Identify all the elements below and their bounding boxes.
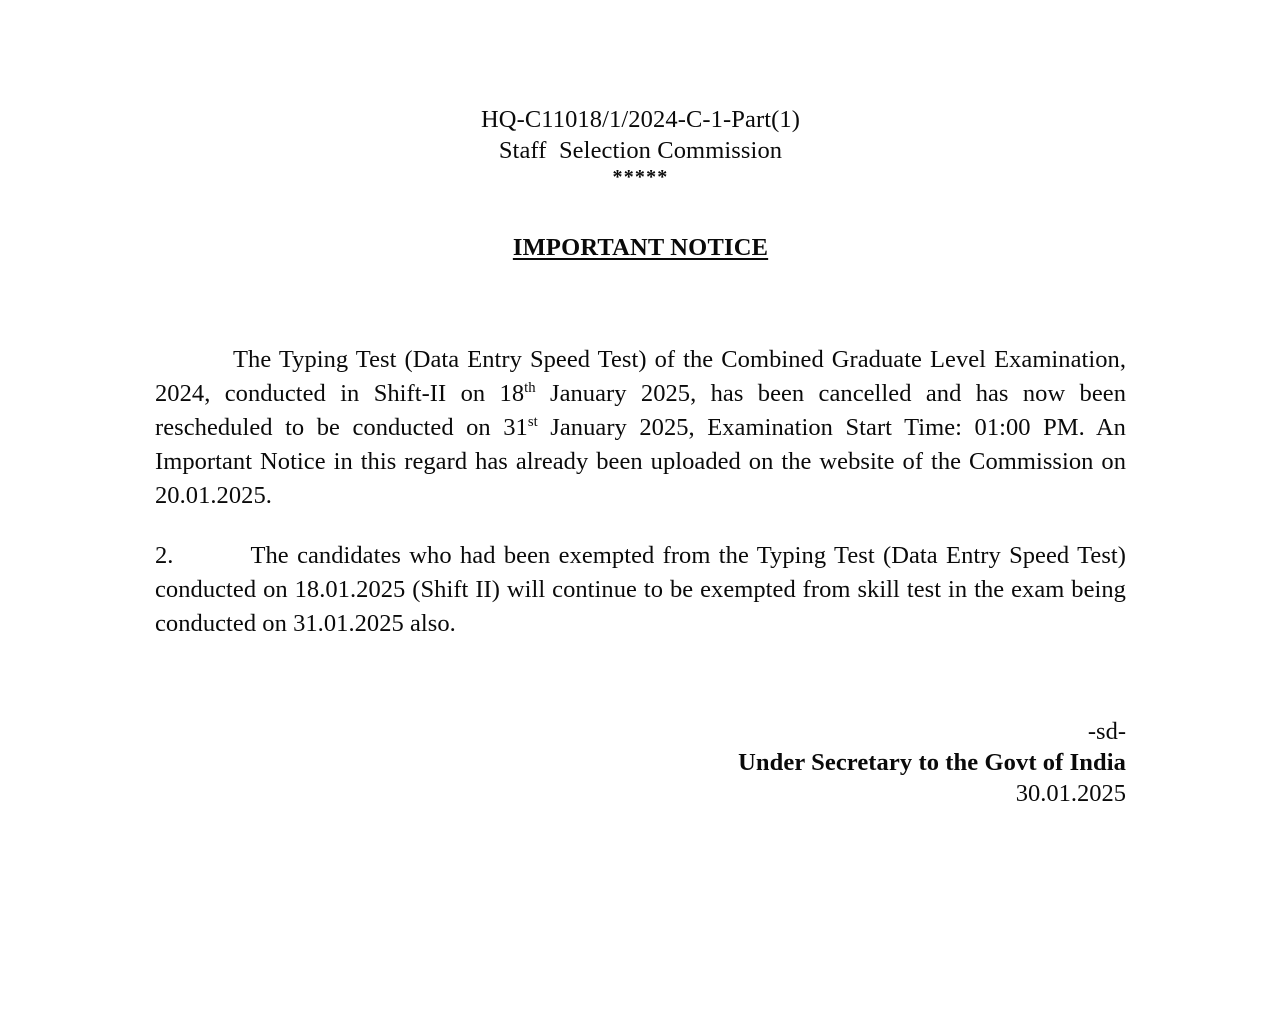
paragraph-1-part-c: January 2025, Examination Start Time: 01:00 PM. An Important Notice in this regard has already been uploaded on the website of the Commission on 20.01.2025. <box>155 414 1126 509</box>
page-title-text: IMPORTANT NOTICE <box>512 234 769 261</box>
page-title <box>155 233 1126 263</box>
file-number: HQ-C11018/1/2024-C-1-Part(1) <box>481 106 800 133</box>
paragraph-2-number: 2. <box>155 542 174 569</box>
sd-mark: -sd- <box>1087 718 1126 745</box>
signatory-designation: Under Secretary to the Govt of India <box>738 749 1126 776</box>
signature-block <box>155 716 1126 809</box>
organization-name: Staff Selection Commission <box>498 137 783 164</box>
ordinal-suffix-st: st <box>527 413 538 430</box>
paragraph-1 <box>155 343 1126 513</box>
paragraph-1-part-b: January 2025, has been cancelled and has now been rescheduled to be conducted on 31 <box>155 380 1127 441</box>
signature-date: 30.01.2025 <box>1015 780 1126 807</box>
paragraph-2 <box>155 539 1126 641</box>
ordinal-suffix-th: th <box>524 379 536 396</box>
asterisk-separator: ***** <box>612 166 669 188</box>
document-body <box>155 343 1126 641</box>
paragraph-1-part-a: The Typing Test (Data Entry Speed Test) of the Combined Graduate Level Examination, 2024, conducted in Shift-II on 18 <box>155 346 1126 407</box>
paragraph-2-text: The candidates who had been exempted from the Typing Test (Data Entry Speed Test) conducted on 18.01.2025 (Shift II) will continue to be exempted from skill test in the exam being conducted on 31.01.2025 also. <box>155 542 1126 637</box>
document-header <box>155 104 1126 189</box>
